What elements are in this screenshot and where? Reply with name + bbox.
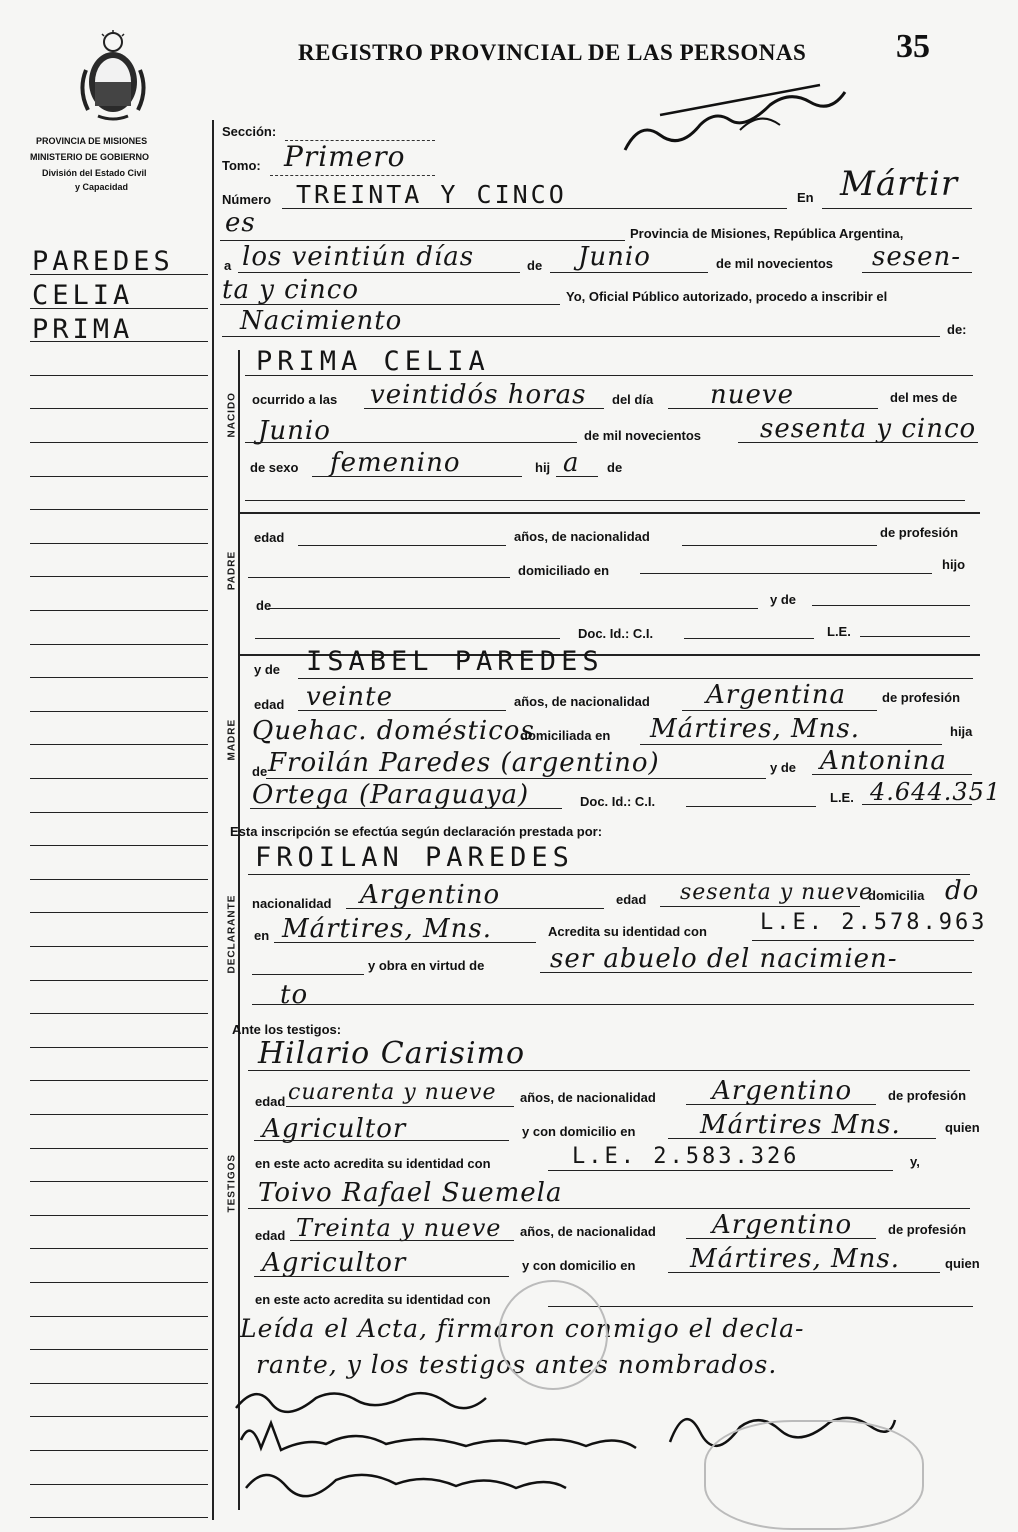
tomo-label: Tomo: bbox=[222, 158, 261, 173]
de-label: de bbox=[252, 764, 268, 779]
place-value: Mártir bbox=[840, 164, 959, 204]
abuelo-materno: Froilán Paredes (argentino) bbox=[268, 748, 660, 778]
margin-given-name: CELIA bbox=[32, 280, 134, 311]
edad-label: edad bbox=[616, 892, 647, 907]
left-column-divider bbox=[212, 120, 214, 1520]
dia-value: los veintiún días bbox=[242, 242, 475, 272]
en-label: en bbox=[254, 928, 270, 943]
domicilio-label: y con domicilio en bbox=[522, 1124, 636, 1139]
abuela-materna-continued: Ortega (Paraguaya) bbox=[252, 780, 530, 810]
coat-of-arms-icon bbox=[78, 30, 148, 122]
testigo-1-nacionalidad: Argentino bbox=[712, 1076, 853, 1106]
margin-rule bbox=[30, 778, 208, 779]
nacionalidad-value: Argentino bbox=[360, 880, 501, 910]
edad-label: edad bbox=[254, 530, 285, 545]
place-value-continued: es bbox=[225, 208, 256, 238]
nacido-name: PRIMA CELIA bbox=[256, 346, 490, 377]
edad-label: edad bbox=[254, 697, 285, 712]
de-label: de bbox=[607, 460, 623, 475]
margin-rule bbox=[30, 812, 208, 813]
declarante-name: FROILAN PAREDES bbox=[255, 842, 574, 873]
section-label-nacido: NACIDO bbox=[226, 392, 238, 438]
anios-label: años, de nacionalidad bbox=[514, 529, 650, 544]
anio-value: sesenta y cinco bbox=[760, 414, 977, 444]
margin-given-name: PRIMA bbox=[32, 314, 134, 345]
margin-rule bbox=[30, 946, 208, 947]
testigo-2-edad: Treinta y nueve bbox=[296, 1214, 502, 1242]
testigo-2-domicilio: Mártires, Mns. bbox=[690, 1244, 900, 1274]
margin-surname: PAREDES bbox=[32, 246, 174, 277]
margin-rule bbox=[30, 1181, 208, 1182]
margin-rule bbox=[30, 1484, 208, 1485]
section-label-testigos: TESTIGOS bbox=[226, 1153, 238, 1213]
issuer-line: y Capacidad bbox=[75, 182, 129, 192]
testigo-2-profesion: Agricultor bbox=[262, 1248, 407, 1278]
testigo-1-edad: cuarenta y nueve bbox=[288, 1080, 497, 1105]
profesion-label: de profesión bbox=[888, 1222, 967, 1237]
domiciliada-label: domiciliada en bbox=[520, 728, 611, 743]
margin-rule bbox=[30, 711, 208, 712]
declaracion-intro: Esta inscripción se efectúa según declaración prestada por: bbox=[230, 824, 603, 839]
margin-rule bbox=[30, 677, 208, 678]
a-label: a bbox=[224, 258, 232, 273]
issuer-line: MINISTERIO DE GOBIERNO bbox=[30, 152, 150, 162]
seccion-label: Sección: bbox=[222, 124, 277, 139]
numero-value: TREINTA Y CINCO bbox=[296, 180, 567, 209]
motivo-value-continued: to bbox=[280, 980, 309, 1010]
abuela-materna: Antonina bbox=[820, 746, 947, 776]
numero-label: Número bbox=[222, 192, 272, 207]
margin-rule bbox=[30, 1383, 208, 1384]
y-de-label: y de bbox=[770, 592, 797, 607]
anios-label: años, de nacionalidad bbox=[520, 1090, 656, 1105]
profesion-label: de profesión bbox=[880, 525, 959, 540]
quien-label: quien bbox=[945, 1256, 980, 1271]
margin-rule bbox=[30, 1215, 208, 1216]
margin-rule bbox=[30, 1248, 208, 1249]
margin-rule bbox=[30, 576, 208, 577]
y-label: y, bbox=[910, 1154, 920, 1169]
acredita-label: en este acto acredita su identidad con bbox=[255, 1292, 491, 1307]
doc-label: Doc. Id.: C.I. bbox=[580, 794, 656, 809]
tomo-value: Primero bbox=[284, 140, 406, 173]
issuer-line: División del Estado Civil bbox=[42, 168, 147, 178]
le-label: L.E. bbox=[830, 790, 854, 805]
hij-value: a bbox=[563, 448, 580, 478]
motivo-value: ser abuelo del nacimien- bbox=[550, 944, 898, 974]
margin-rule bbox=[30, 1517, 208, 1518]
hijo-label: hijo bbox=[942, 557, 966, 572]
domiciliado-label: domiciliado en bbox=[518, 563, 610, 578]
official-signature bbox=[620, 80, 850, 160]
mes-value: Junio bbox=[258, 416, 331, 446]
hora-value: veintidós horas bbox=[370, 380, 587, 410]
mil-label: de mil novecientos bbox=[584, 428, 702, 443]
margin-rule bbox=[30, 476, 208, 477]
anios-label: años, de nacionalidad bbox=[514, 694, 650, 709]
de-label: de bbox=[527, 258, 543, 273]
sexo-value: femenino bbox=[330, 448, 461, 478]
hij-label: hij bbox=[535, 460, 551, 475]
testigo-1-profesion: Agricultor bbox=[262, 1114, 407, 1144]
testigo-1-documento: L.E. 2.583.326 bbox=[572, 1144, 800, 1169]
page-number: 35 bbox=[896, 28, 930, 65]
anio-value-continued: ta y cinco bbox=[222, 275, 360, 305]
le-value: 4.644.351 bbox=[870, 778, 1002, 806]
le-label: L.E. bbox=[827, 624, 851, 639]
del-dia-label: del día bbox=[612, 392, 654, 407]
domicilio-value: Mártires, Mns. bbox=[650, 714, 860, 744]
y-de-label: y de bbox=[770, 760, 797, 775]
dia-value: nueve bbox=[710, 380, 794, 410]
del-mes-label: del mes de bbox=[890, 390, 958, 405]
margin-rule bbox=[30, 1349, 208, 1350]
margin-rule bbox=[30, 1282, 208, 1283]
margin-rule bbox=[30, 1450, 208, 1451]
margin-rule bbox=[30, 1416, 208, 1417]
margin-rule bbox=[30, 912, 208, 913]
closing-line-2: rante, y los testigos antes nombrados. bbox=[256, 1350, 778, 1379]
margin-rule bbox=[30, 1047, 208, 1048]
hija-label: hija bbox=[950, 724, 973, 739]
closing-line-1: Leída el Acta, firmaron conmigo el decla- bbox=[240, 1314, 805, 1343]
testigos-intro: Ante los testigos: bbox=[232, 1022, 342, 1037]
acto-value: Nacimiento bbox=[240, 306, 403, 336]
sexo-label: de sexo bbox=[250, 460, 299, 475]
margin-rule bbox=[30, 879, 208, 880]
margin-rule bbox=[30, 1080, 208, 1081]
margin-rule bbox=[30, 610, 208, 611]
section-label-padre: PADRE bbox=[226, 550, 238, 591]
margin-rule bbox=[30, 1148, 208, 1149]
nacionalidad-value: Argentina bbox=[706, 680, 846, 710]
edad-label: edad bbox=[255, 1228, 286, 1243]
acredita-label: Acredita su identidad con bbox=[548, 924, 707, 939]
margin-rule bbox=[30, 509, 208, 510]
anios-label: años, de nacionalidad bbox=[520, 1224, 656, 1239]
domicilia-label: domicilia bbox=[868, 888, 925, 903]
mil-label: de mil novecientos bbox=[716, 256, 834, 271]
page-title: REGISTRO PROVINCIAL DE LAS PERSONAS bbox=[298, 40, 807, 65]
margin-rule bbox=[30, 744, 208, 745]
section-divider bbox=[238, 512, 980, 514]
section-label-declarante: DECLARANTE bbox=[226, 894, 238, 974]
testigo-1-domicilio: Mártires Mns. bbox=[700, 1110, 901, 1140]
documento-value: L.E. 2.578.963 bbox=[760, 910, 988, 935]
mes-value: Junio bbox=[578, 242, 651, 272]
de-colon-label: de: bbox=[947, 322, 967, 337]
doc-label: Doc. Id.: C.I. bbox=[578, 626, 654, 641]
edad-value: veinte bbox=[306, 682, 393, 712]
testigo-1-name: Hilario Carisimo bbox=[258, 1036, 526, 1071]
signatures bbox=[226, 1378, 686, 1528]
section-label-madre: MADRE bbox=[226, 718, 238, 761]
y-de-label: y de bbox=[254, 662, 281, 677]
margin-rule bbox=[30, 1114, 208, 1115]
domicilio-label: y con domicilio en bbox=[522, 1258, 636, 1273]
quien-label: quien bbox=[945, 1120, 980, 1135]
edad-value: sesenta y nueve bbox=[680, 880, 873, 905]
margin-rule bbox=[30, 980, 208, 981]
en-label: En bbox=[797, 190, 814, 205]
registry-seal bbox=[704, 1420, 924, 1530]
domicilia-value: do bbox=[945, 876, 980, 906]
profesion-label: de profesión bbox=[888, 1088, 967, 1103]
profesion-value: Quehac. domésticos bbox=[252, 716, 535, 746]
issuer-line: PROVINCIA DE MISIONES bbox=[36, 136, 148, 146]
obra-label: y obra en virtud de bbox=[368, 958, 485, 973]
nacionalidad-label: nacionalidad bbox=[252, 896, 332, 911]
testigo-2-nacionalidad: Argentino bbox=[712, 1210, 853, 1240]
edad-label: edad bbox=[255, 1094, 286, 1109]
margin-rule bbox=[30, 1013, 208, 1014]
margin-rule bbox=[30, 543, 208, 544]
yo-text: Yo, Oficial Público autorizado, procedo a inscribir el bbox=[566, 289, 888, 304]
margin-rule bbox=[30, 845, 208, 846]
madre-name: ISABEL PAREDES bbox=[306, 646, 604, 677]
acredita-label: en este acto acredita su identidad con bbox=[255, 1156, 491, 1171]
margin-rule bbox=[30, 1316, 208, 1317]
margin-rule bbox=[30, 442, 208, 443]
margin-rule bbox=[30, 644, 208, 645]
testigo-2-name: Toivo Rafael Suemela bbox=[258, 1178, 563, 1208]
margin-rule bbox=[30, 375, 208, 376]
de-label: de bbox=[256, 598, 272, 613]
anio-value: sesen- bbox=[872, 242, 961, 272]
margin-rule bbox=[30, 408, 208, 409]
provincia-text: Provincia de Misiones, República Argentina, bbox=[630, 226, 904, 241]
profesion-label: de profesión bbox=[882, 690, 961, 705]
ocurrido-label: ocurrido a las bbox=[252, 392, 338, 407]
official-seal bbox=[498, 1280, 608, 1390]
domicilio-value: Mártires, Mns. bbox=[282, 914, 492, 944]
